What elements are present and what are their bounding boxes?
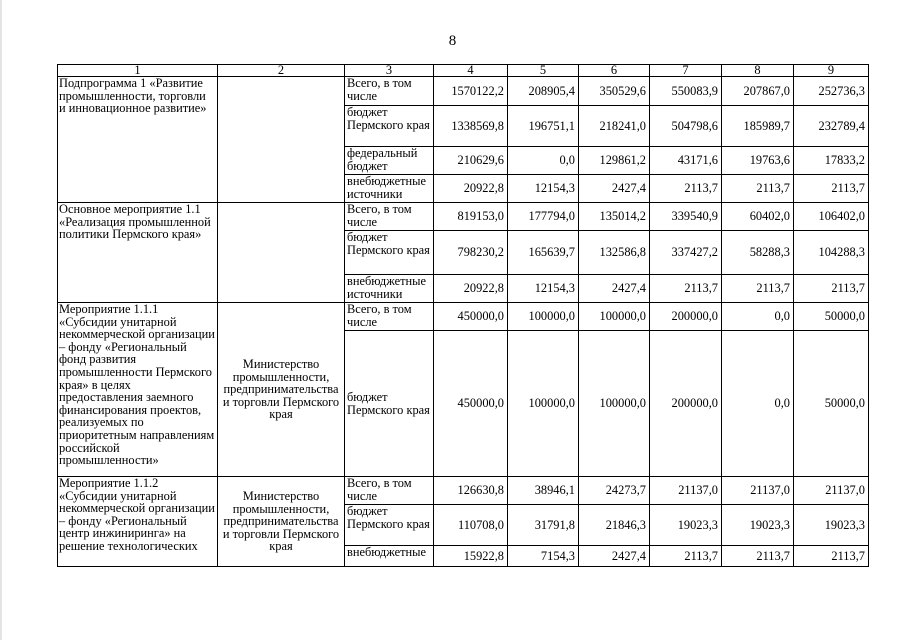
value-cell: 15922,8 <box>434 546 508 567</box>
funding-source: Всего, в том числе <box>345 303 434 331</box>
value-cell: 21137,0 <box>722 477 794 505</box>
header-row <box>58 65 869 77</box>
header-cell: 3 <box>345 65 434 77</box>
executor <box>218 77 345 203</box>
header-cell: 4 <box>434 65 508 77</box>
value-cell: 2113,7 <box>650 275 722 303</box>
value-cell: 504798,6 <box>650 106 722 147</box>
activity-name: Мероприятие 1.1.1 «Субсидии унитарной некоммерческой организации – фонду «Региональный фонд развития промышленности Пермского края» в целях предоставления заемного финансирования проектов, реализуемых по приоритетным направлениям российской промышленности» <box>58 303 218 477</box>
header-cell: 7 <box>650 65 722 77</box>
funding-source: бюджет Пермского края <box>345 331 434 477</box>
value-cell: 0,0 <box>722 331 794 477</box>
value-cell: 819153,0 <box>434 203 508 231</box>
value-cell: 100000,0 <box>508 303 579 331</box>
table-row <box>58 203 869 231</box>
header-cell: 5 <box>508 65 579 77</box>
value-cell: 50000,0 <box>794 331 869 477</box>
header-cell: 6 <box>579 65 650 77</box>
value-cell: 2113,7 <box>794 275 869 303</box>
value-cell: 2113,7 <box>794 546 869 567</box>
value-cell: 106402,0 <box>794 203 869 231</box>
value-cell: 132586,8 <box>579 231 650 275</box>
funding-source: Всего, в том числе <box>345 203 434 231</box>
activity-name: Мероприятие 1.1.2 «Субсидии унитарной некоммерческой организации – фонду «Региональный центр инжиниринга» на решение технологических <box>58 477 218 567</box>
header-cell: 8 <box>722 65 794 77</box>
budget-table <box>57 64 869 567</box>
funding-source: внебюджетные <box>345 546 434 567</box>
value-cell: 2427,4 <box>579 546 650 567</box>
value-cell: 129861,2 <box>579 147 650 175</box>
value-cell: 31791,8 <box>508 505 579 546</box>
value-cell: 100000,0 <box>579 303 650 331</box>
funding-source: Всего, в том числе <box>345 477 434 505</box>
funding-source: бюджет Пермского края <box>345 231 434 275</box>
value-cell: 550083,9 <box>650 77 722 106</box>
header-cell: 9 <box>794 65 869 77</box>
value-cell: 798230,2 <box>434 231 508 275</box>
funding-source: внебюджетные источники <box>345 275 434 303</box>
value-cell: 126630,8 <box>434 477 508 505</box>
value-cell: 208905,4 <box>508 77 579 106</box>
value-cell: 104288,3 <box>794 231 869 275</box>
funding-source: федеральный бюджет <box>345 147 434 175</box>
value-cell: 2113,7 <box>722 175 794 203</box>
funding-source: Всего, в том числе <box>345 77 434 106</box>
value-cell: 196751,1 <box>508 106 579 147</box>
value-cell: 2113,7 <box>722 546 794 567</box>
value-cell: 200000,0 <box>650 303 722 331</box>
value-cell: 2113,7 <box>722 275 794 303</box>
value-cell: 24273,7 <box>579 477 650 505</box>
value-cell: 20922,8 <box>434 275 508 303</box>
value-cell: 177794,0 <box>508 203 579 231</box>
value-cell: 1338569,8 <box>434 106 508 147</box>
value-cell: 21137,0 <box>794 477 869 505</box>
value-cell: 0,0 <box>508 147 579 175</box>
value-cell: 7154,3 <box>508 546 579 567</box>
value-cell: 21846,3 <box>579 505 650 546</box>
funding-source: бюджет Пермского края <box>345 505 434 546</box>
activity-name: Подпрограмма 1 «Развитие промышленности, торговли и инновационное развитие» <box>58 77 218 203</box>
value-cell: 450000,0 <box>434 303 508 331</box>
value-cell: 100000,0 <box>579 331 650 477</box>
value-cell: 1570122,2 <box>434 77 508 106</box>
activity-name: Основное мероприятие 1.1 «Реализация промышленной политики Пермского края» <box>58 203 218 303</box>
value-cell: 17833,2 <box>794 147 869 175</box>
table-row <box>58 77 869 106</box>
value-cell: 2113,7 <box>650 175 722 203</box>
value-cell: 21137,0 <box>650 477 722 505</box>
value-cell: 2427,4 <box>579 275 650 303</box>
funding-source: бюджет Пермского края <box>345 106 434 147</box>
table-row <box>58 303 869 331</box>
value-cell: 19023,3 <box>650 505 722 546</box>
value-cell: 19023,3 <box>794 505 869 546</box>
value-cell: 218241,0 <box>579 106 650 147</box>
value-cell: 185989,7 <box>722 106 794 147</box>
value-cell: 450000,0 <box>434 331 508 477</box>
value-cell: 43171,6 <box>650 147 722 175</box>
value-cell: 110708,0 <box>434 505 508 546</box>
value-cell: 337427,2 <box>650 231 722 275</box>
value-cell: 200000,0 <box>650 331 722 477</box>
value-cell: 2113,7 <box>794 175 869 203</box>
value-cell: 207867,0 <box>722 77 794 106</box>
header-cell: 1 <box>58 65 218 77</box>
value-cell: 165639,7 <box>508 231 579 275</box>
header-cell: 2 <box>218 65 345 77</box>
scan-edge <box>0 0 2 640</box>
value-cell: 20922,8 <box>434 175 508 203</box>
page-number: 8 <box>448 33 457 49</box>
value-cell: 252736,3 <box>794 77 869 106</box>
value-cell: 232789,4 <box>794 106 869 147</box>
value-cell: 12154,3 <box>508 275 579 303</box>
value-cell: 50000,0 <box>794 303 869 331</box>
value-cell: 60402,0 <box>722 203 794 231</box>
value-cell: 12154,3 <box>508 175 579 203</box>
value-cell: 19763,6 <box>722 147 794 175</box>
funding-source: внебюджетные источники <box>345 175 434 203</box>
value-cell: 100000,0 <box>508 331 579 477</box>
value-cell: 0,0 <box>722 303 794 331</box>
value-cell: 339540,9 <box>650 203 722 231</box>
value-cell: 38946,1 <box>508 477 579 505</box>
value-cell: 2113,7 <box>650 546 722 567</box>
value-cell: 19023,3 <box>722 505 794 546</box>
value-cell: 58288,3 <box>722 231 794 275</box>
executor: Министерство промышленности, предпринимательства и торговли Пермского края <box>218 303 345 477</box>
executor: Министерство промышленности, предпринимательства и торговли Пермского края <box>218 477 345 567</box>
table-row <box>58 477 869 505</box>
value-cell: 135014,2 <box>579 203 650 231</box>
value-cell: 350529,6 <box>579 77 650 106</box>
executor <box>218 203 345 303</box>
value-cell: 210629,6 <box>434 147 508 175</box>
value-cell: 2427,4 <box>579 175 650 203</box>
